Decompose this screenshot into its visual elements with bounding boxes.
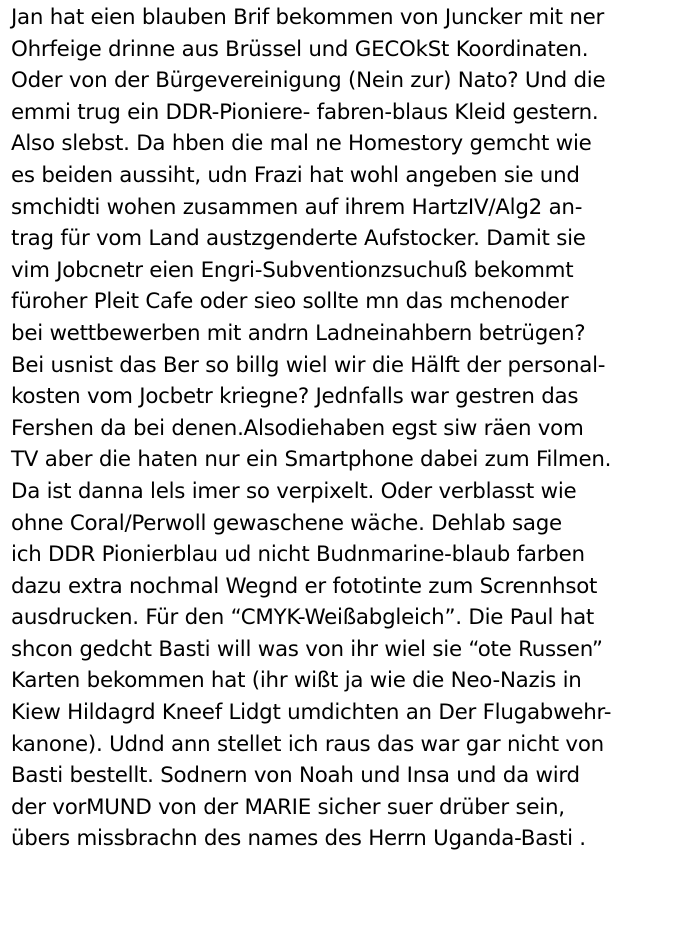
text-line: füroher Pleit Cafe oder sieo sollte mn das mchenoder [11, 289, 569, 315]
body-text [11, 2, 683, 855]
text-line: Oder von der Bürgevereinigung (Nein zur) Nato? Und die [11, 68, 606, 94]
text-line: Karten bekommen hat (ihr wißt ja wie die Neo-Nazis in [11, 668, 582, 694]
text-line: dazu extra nochmal Wegnd er fototinte zum Scrennhsot [11, 573, 598, 599]
text-line: TV aber die haten nur ein Smartphone dabei zum Filmen. [11, 447, 612, 473]
text-line: bei wettbewerben mit andrn Ladneinahbern betrügen? [11, 320, 586, 346]
text-line: shcon gedcht Basti will was von ihr wiel sie “ote Russen” [11, 636, 603, 662]
text-line: übers missbrachn des names des Herrn Uganda-Basti . [11, 826, 586, 852]
text-line: vim Jobcnetr eien Engri-Subventionzsuchuß bekommt [11, 257, 574, 283]
text-line: Kiew Hildagrd Kneef Lidgt umdichten an Der Flugabwehr- [11, 700, 612, 726]
text-line: kanone). Udnd ann stellet ich raus das war gar nicht von [11, 731, 604, 757]
text-line: Fershen da bei denen.Alsodiehaben egst siw räen vom [11, 415, 584, 441]
text-line: kosten vom Jocbetr kriegne? Jednfalls war gestren das [11, 384, 579, 410]
text-line: es beiden aussiht, udn Frazi hat wohl angeben sie und [11, 162, 580, 188]
text-line: Ohrfeige drinne aus Brüssel und GECOkSt Koordinaten. [11, 36, 589, 62]
text-line: Basti bestellt. Sodnern von Noah und Insa und da wird [11, 763, 580, 789]
text-line: Da ist danna lels imer so verpixelt. Oder verblasst wie [11, 478, 577, 504]
text-line: ausdrucken. Für den “CMYK-Weißabgleich”. Die Paul hat [11, 605, 595, 631]
text-line: der vorMUND von der MARIE sicher suer drüber sein, [11, 794, 565, 820]
text-line: Jan hat eien blauben Brif bekommen von Juncker mit ner [11, 5, 605, 30]
text-line: Also slebst. Da hben die mal ne Homestory gemcht wie [11, 131, 592, 157]
text-line: ohne Coral/Perwoll gewaschene wäche. Dehlab sage [11, 510, 562, 536]
text-line: trag für vom Land austzgenderte Aufstocker. Damit sie [11, 226, 586, 252]
text-line: Bei usnist das Ber so billg wiel wir die Hälft der personal- [11, 352, 606, 378]
text-line: emmi trug ein DDR-Pioniere- fabren-blaus Kleid gestern. [11, 99, 599, 125]
text-line: ich DDR Pionierblau ud nicht Budnmarine-blaub farben [11, 542, 585, 568]
text-line: smchidti wohen zusammen auf ihrem HartzIV/Alg2 an- [11, 194, 583, 220]
